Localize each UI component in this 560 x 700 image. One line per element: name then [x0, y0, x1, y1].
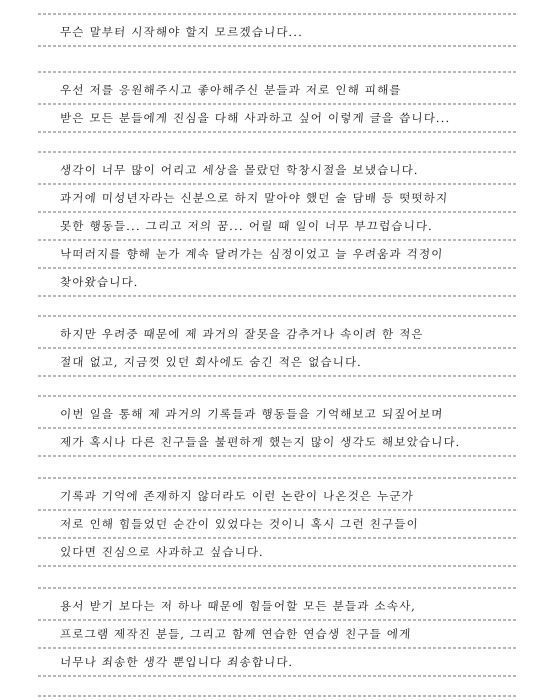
handwritten-line: 프로그램 제작진 분들, 그리고 함께 연습한 연습생 친구들 에게	[59, 627, 412, 641]
handwritten-line: 찾아왔습니다.	[59, 275, 140, 289]
handwritten-line: 무슨 말부터 시작해야 할지 모르겠습니다...	[59, 25, 304, 39]
handwritten-line: 기록과 기억에 존재하지 않더라도 이런 논란이 나온것은 누군가	[59, 489, 415, 503]
handwritten-line: 못한 행동들... 그리고 저의 꿈... 어릴 때 일이 너무 부끄럽습니다.	[59, 219, 434, 233]
handwritten-line: 하지만 우려중 때문에 제 과거의 잘못을 감추거나 속이려 한 적은	[59, 327, 425, 341]
handwritten-line: 낙떠러지를 향해 눈가 계속 달려가는 심정이었고 늘 우려움과 걱정이	[59, 247, 444, 261]
handwritten-line: 제가 혹시나 다른 친구들을 불편하게 했는지 많이 생각도 해보았습니다.	[59, 435, 462, 449]
handwritten-line: 과거에 미성년자라는 신분으로 하지 말아야 했던 술 담배 등 떳떳하지	[59, 191, 449, 205]
handwritten-line: 있다면 진심으로 사과하고 싶습니다.	[59, 545, 265, 559]
handwritten-line: 받은 모든 분들에게 진심을 다해 사과하고 싶어 이렇게 글을 씁니다...	[59, 111, 452, 125]
handwritten-line: 저로 인해 힘들었던 순간이 있었다는 것이니 혹시 그런 친구들이	[59, 517, 420, 531]
handwritten-line: 절대 없고, 지금껏 있던 회사에도 숨긴 적은 없습니다.	[59, 355, 363, 369]
handwritten-line: 이번 일을 통해 제 과거의 기록들과 행동들을 기억해보고 되짚어보며	[59, 407, 444, 421]
handwritten-line: 용서 받기 보다는 저 하나 때문에 힘들어할 모든 분들과 소속사,	[59, 599, 417, 613]
handwritten-line: 너무나 죄송한 생각 뿐입니다 죄송합니다.	[59, 655, 295, 669]
handwritten-line: 생각이 너무 많이 어리고 세상을 몰랐던 학창시절을 보냈습니다.	[59, 163, 420, 177]
handwritten-line: 우선 저를 응원해주시고 좋아해주신 분들과 저로 인해 피해를	[59, 83, 403, 97]
